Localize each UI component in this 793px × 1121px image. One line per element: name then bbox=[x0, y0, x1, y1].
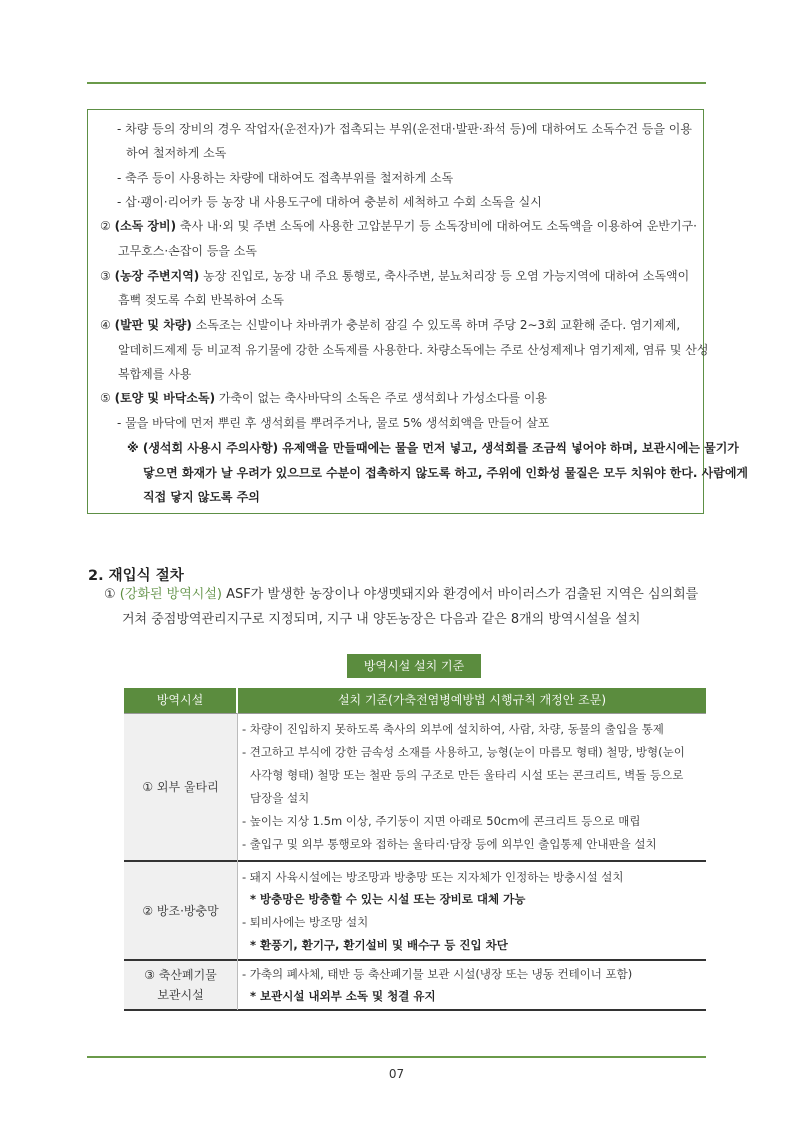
table-row-text: - 가축의 폐사체, 태반 등 축산폐기물 보관 시설(냉장 또는 냉동 컨테이너 포함) bbox=[242, 967, 633, 981]
box-line: ② (소독 장비) 축사 내·외 및 주변 소독에 사용한 고압분무기 등 소독장비에 대하여도 소독액을 이용하여 운반기구· bbox=[100, 219, 697, 233]
box-line: 복합제를 사용 bbox=[118, 367, 192, 381]
table-row-note: * 보관시설 내외부 소독 및 청결 유지 bbox=[250, 989, 436, 1003]
box-line: ④ (발판 및 차량) 소독조는 신발이나 차바퀴가 충분히 잠길 수 있도록 하며 주당 2∼3회 교환해 준다. 염기제제, bbox=[100, 318, 681, 332]
table-row-text: - 차량이 진입하지 못하도록 축사의 외부에 설치하여, 사람, 차량, 동물의 출입을 통제 bbox=[242, 722, 664, 736]
section-title: 2. 재입식 절차 bbox=[88, 568, 184, 584]
section-intro-highlight: (강화된 방역시설) bbox=[119, 587, 222, 602]
table-header-criteria: 설치 기준(가축전염병예방법 시행규칙 개정안 조문) bbox=[238, 688, 706, 713]
table-row-label: ① 외부 울타리 bbox=[124, 714, 237, 860]
box-line: - 물을 바닥에 먼저 뿌린 후 생석회를 뿌려주거나, 물로 5% 생석회액을 만들어 살포 bbox=[117, 416, 550, 430]
table-row-text: 사각형 형태) 철망 또는 철판 등의 구조로 만든 울타리 시설 또는 콘크리트, 벽돌 등으로 bbox=[250, 768, 684, 782]
table-row-text: - 퇴비사에는 방조망 설치 bbox=[242, 915, 369, 929]
box-line: 하여 철저하게 소독 bbox=[126, 146, 227, 160]
table-column-divider bbox=[237, 713, 238, 1010]
table-row-text: - 견고하고 부식에 강한 금속성 소재를 사용하고, 능형(눈이 마름모 형태) 철망, 방형(눈이 bbox=[242, 745, 685, 759]
box-note-line: 닿으면 화재가 날 우려가 있으므로 수분이 접촉하지 않도록 하고, 주위에 인화성 물질은 모두 치워야 한다. 사람에게 bbox=[143, 466, 749, 480]
table-row-text: - 출입구 및 외부 통행로와 접하는 울타리·담장 등에 외부인 출입통제 안내판을 설치 bbox=[242, 837, 657, 851]
box-note-line: 직접 닿지 않도록 주의 bbox=[143, 490, 260, 504]
table-row-text: 담장을 설치 bbox=[250, 791, 310, 805]
table-row-label: ② 방조·방충망 bbox=[124, 862, 237, 959]
box-line: ⑤ (토양 및 바닥소독) 가축이 없는 축사바닥의 소독은 주로 생석회나 가성소다를 이용 bbox=[100, 391, 547, 405]
page-number: 07 bbox=[388, 1067, 405, 1081]
box-line: 알데히드제제 등 비교적 유기물에 강한 소독제를 사용한다. 차량소독에는 주로 산성제제나 염기제제, 염류 및 산성 bbox=[118, 343, 709, 357]
table-row-text: - 높이는 지상 1.5m 이상, 주기둥이 지면 아래로 50cm에 콘크리트 등으로 매립 bbox=[242, 814, 641, 828]
box-line: 흠뻑 젖도록 수회 반복하여 소독 bbox=[118, 293, 284, 307]
footer-rule bbox=[87, 1056, 706, 1058]
table-bottom-border bbox=[124, 1009, 706, 1011]
table-title: 방역시설 설치 기준 bbox=[347, 654, 481, 678]
table-row-text: - 돼지 사육시설에는 방조망과 방충망 또는 지자체가 인정하는 방충시설 설치 bbox=[242, 870, 624, 884]
header-rule bbox=[87, 82, 706, 84]
box-line: - 삽·괭이·리어카 등 농장 내 사용도구에 대하여 충분히 세척하고 수회 소독을 실시 bbox=[117, 195, 542, 209]
box-line: ③ (농장 주변지역) 농장 진입로, 농장 내 주요 통행로, 축사주변, 분뇨처리장 등 오염 가능지역에 대하여 소독액이 bbox=[100, 269, 690, 283]
section-intro-line: 거쳐 중점방역관리지구로 지정되며, 지구 내 양돈농장은 다음과 같은 8개의 방역시설을 설치 bbox=[122, 612, 641, 627]
section-intro-line: ① (강화된 방역시설) ASF가 발생한 농장이나 야생멧돼지와 환경에서 바이러스가 검출된 지역은 심의회를 bbox=[104, 587, 699, 602]
box-line: - 차량 등의 장비의 경우 작업자(운전자)가 접촉되는 부위(운전대·발판·좌석 등)에 대하여도 소독수건 등을 이용 bbox=[117, 122, 692, 136]
box-line: 고무호스·손잡이 등을 소독 bbox=[118, 244, 257, 258]
table-header-facility: 방역시설 bbox=[124, 688, 236, 713]
box-line: - 축주 등이 사용하는 차량에 대하여도 접촉부위를 철저하게 소독 bbox=[117, 171, 454, 185]
table-row-note: * 방충망은 방충할 수 있는 시설 또는 장비로 대체 가능 bbox=[250, 892, 526, 906]
table-row-note: * 환풍기, 환기구, 환기설비 및 배수구 등 진입 차단 bbox=[250, 938, 508, 952]
box-note-line: ※ (생석회 사용시 주의사항) 유제액을 만들때에는 물을 먼저 넣고, 생석회를 조금씩 넣어야 하며, 보관시에는 물기가 bbox=[127, 441, 739, 455]
table-row-label: ③ 축산폐기물 보관시설 bbox=[124, 961, 237, 1009]
